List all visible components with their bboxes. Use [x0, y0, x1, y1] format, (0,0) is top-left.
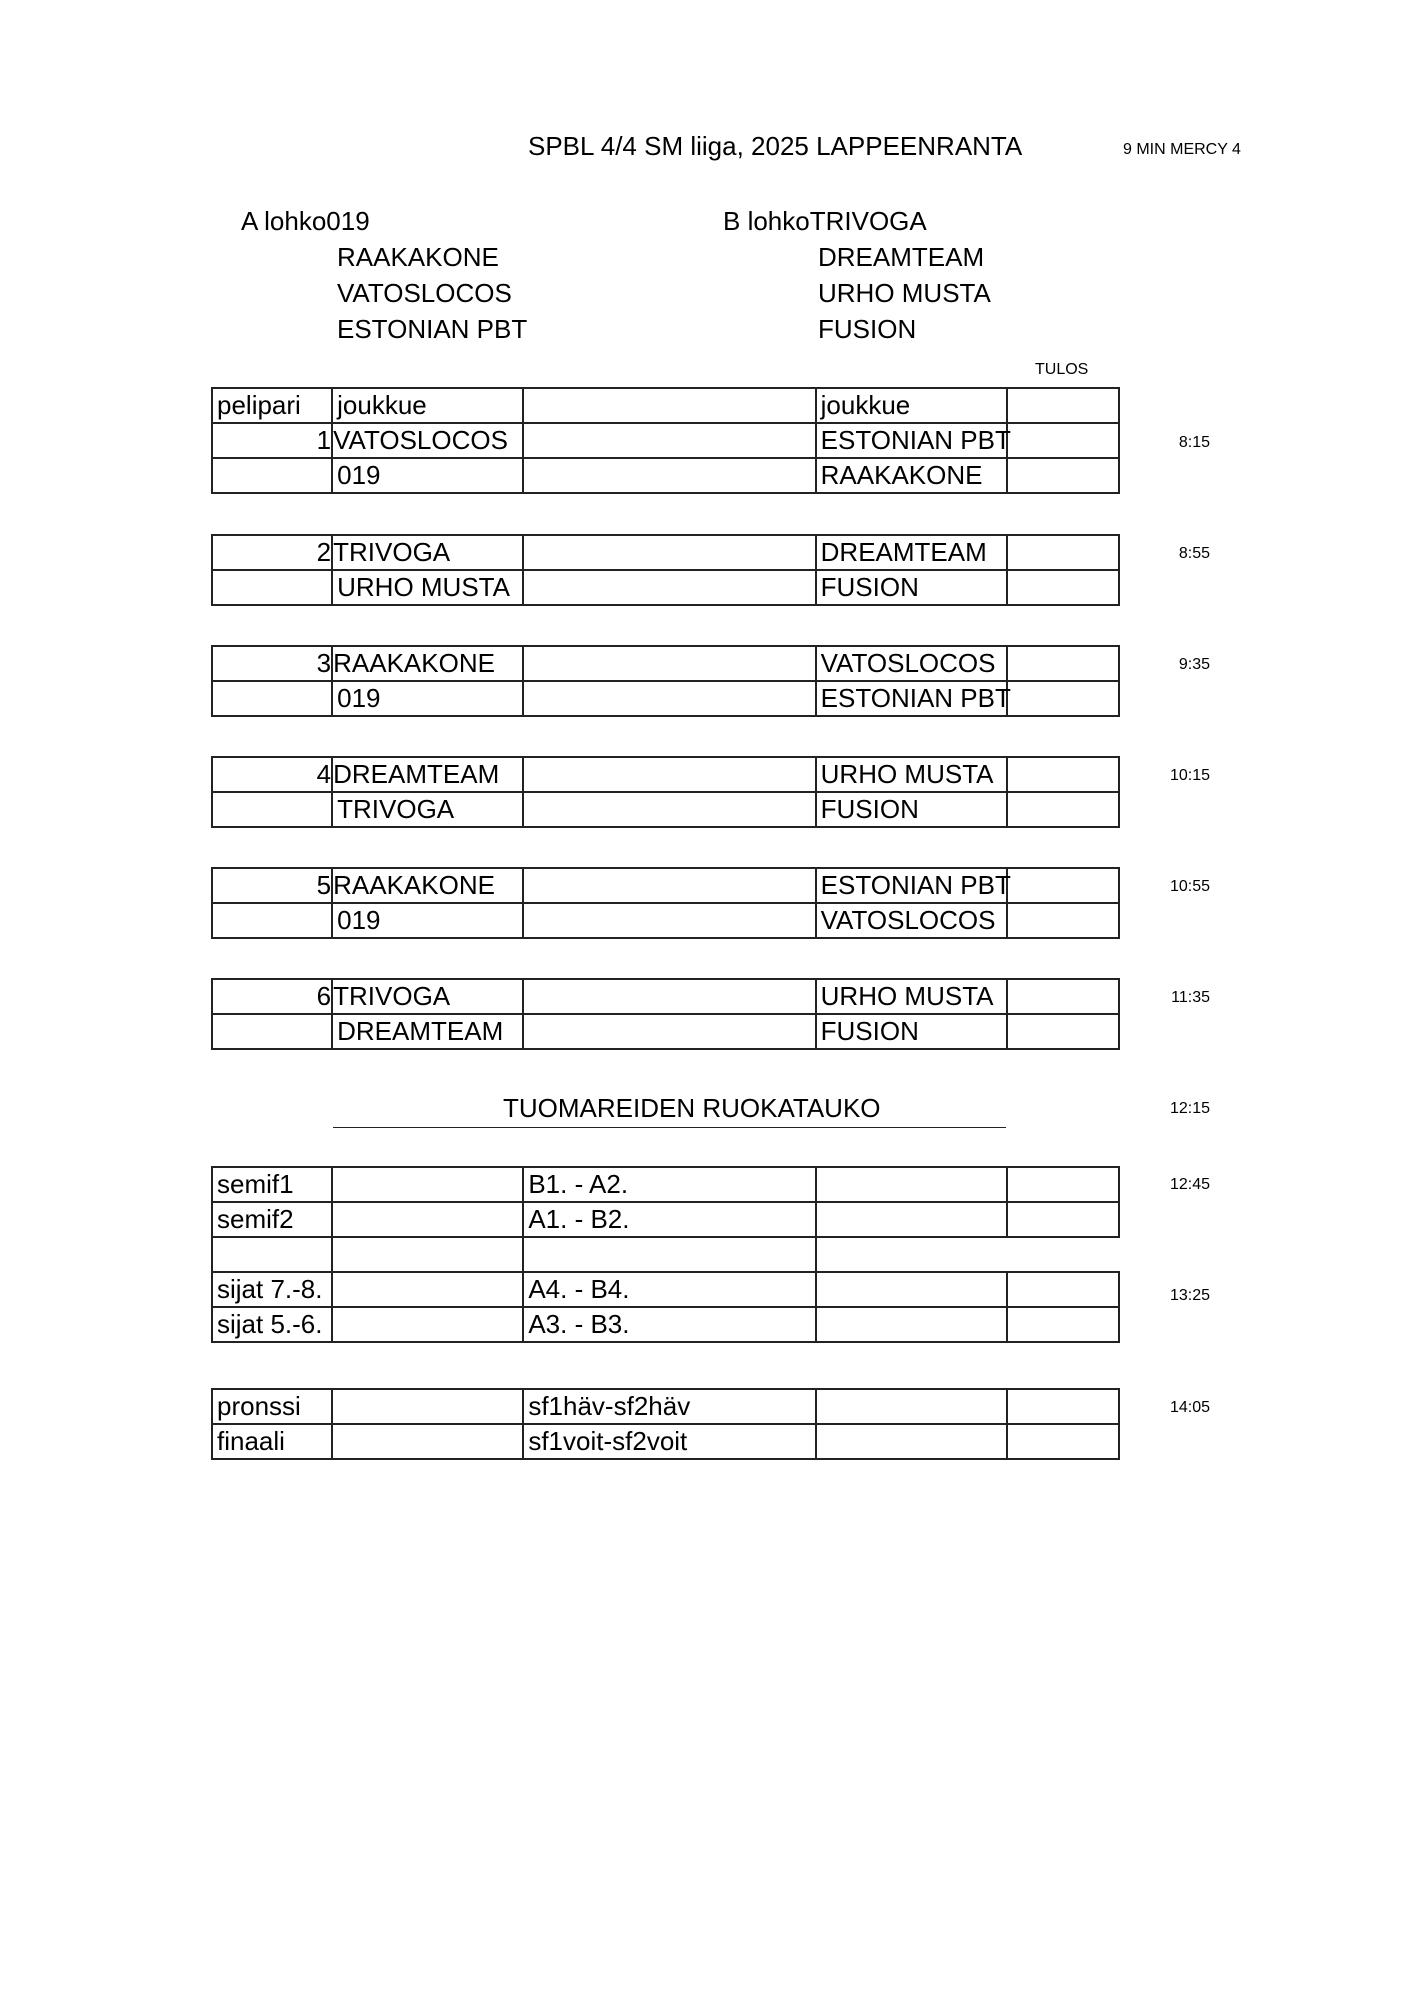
- table-header-row: [212, 388, 1119, 423]
- result-cell[interactable]: [1007, 1424, 1119, 1459]
- spacer-row: [212, 1237, 1119, 1272]
- result-cell[interactable]: [1007, 979, 1119, 1014]
- away-team: URHO MUSTA: [816, 757, 1007, 792]
- finals-time: 14:05: [1169, 1399, 1210, 1416]
- table-row: [212, 1014, 1119, 1049]
- round-table-4: [211, 756, 1120, 828]
- group-a-team: VATOSLOCOS: [337, 278, 512, 308]
- table-row: [212, 1389, 1119, 1424]
- playoff-table: [211, 1166, 1120, 1343]
- home-team: URHO MUSTA: [332, 570, 523, 605]
- result-cell[interactable]: [1007, 681, 1119, 716]
- header-pair: pelipari: [212, 388, 332, 423]
- finals-table: [211, 1388, 1120, 1460]
- divider: [333, 1127, 1006, 1128]
- home-team: TRIVOGA: [332, 979, 523, 1014]
- table-row: [212, 1307, 1119, 1342]
- group-b-team: DREAMTEAM: [818, 242, 985, 272]
- round-number: 4: [212, 757, 332, 792]
- home-team: RAAKAKONE: [332, 646, 523, 681]
- result-cell[interactable]: [1007, 1202, 1119, 1237]
- round-time: 9:35: [1178, 656, 1210, 673]
- home-team: RAAKAKONE: [332, 868, 523, 903]
- result-cell[interactable]: [1007, 1167, 1119, 1202]
- round-table-3: [211, 645, 1120, 717]
- away-team: FUSION: [816, 792, 1007, 827]
- round-table-6: [211, 978, 1120, 1050]
- round-time: 8:55: [1178, 545, 1210, 562]
- matchup: sf1häv-sf2häv: [523, 1389, 815, 1424]
- home-team: TRIVOGA: [332, 535, 523, 570]
- group-b-team: FUSION: [818, 314, 917, 344]
- away-team: DREAMTEAM: [816, 535, 1007, 570]
- table-row: [212, 458, 1119, 493]
- away-team: URHO MUSTA: [816, 979, 1007, 1014]
- home-team: DREAMTEAM: [332, 1014, 523, 1049]
- table-row: [212, 1272, 1119, 1307]
- home-team: TRIVOGA: [332, 792, 523, 827]
- result-cell[interactable]: [1007, 458, 1119, 493]
- group-a-label: A lohko019: [241, 206, 370, 236]
- result-cell[interactable]: [1007, 1307, 1119, 1342]
- away-team: ESTONIAN PBT: [816, 868, 1007, 903]
- group-a-team: ESTONIAN PBT: [337, 314, 528, 344]
- table-row: [212, 1167, 1119, 1202]
- result-cell[interactable]: [1007, 535, 1119, 570]
- round-number: 1: [212, 423, 332, 458]
- matchup: A3. - B3.: [523, 1307, 815, 1342]
- round-table-5: [211, 867, 1120, 939]
- round-table-1: [211, 387, 1120, 494]
- result-cell[interactable]: [1007, 757, 1119, 792]
- away-team: FUSION: [816, 1014, 1007, 1049]
- match-label: finaali: [212, 1424, 332, 1459]
- away-team: VATOSLOCOS: [816, 646, 1007, 681]
- away-team: RAAKAKONE: [816, 458, 1007, 493]
- matchup: B1. - A2.: [523, 1167, 815, 1202]
- result-cell[interactable]: [1007, 1389, 1119, 1424]
- result-column-label: TULOS: [1035, 361, 1089, 378]
- lunch-time: 12:15: [1169, 1100, 1210, 1117]
- round-time: 8:15: [1178, 434, 1210, 451]
- result-cell[interactable]: [1007, 792, 1119, 827]
- matchup: sf1voit-sf2voit: [523, 1424, 815, 1459]
- home-team: DREAMTEAM: [332, 757, 523, 792]
- table-row: [212, 646, 1119, 681]
- round-time: 10:55: [1169, 878, 1210, 895]
- result-cell[interactable]: [1007, 1272, 1119, 1307]
- round-time: 10:15: [1169, 767, 1210, 784]
- table-row: [212, 757, 1119, 792]
- header-team1: joukkue: [332, 388, 523, 423]
- page-title: SPBL 4/4 SM liiga, 2025 LAPPEENRANTA: [528, 131, 1023, 161]
- away-team: ESTONIAN PBT: [816, 423, 1007, 458]
- round-table-2: [211, 534, 1120, 606]
- home-team: 019: [332, 681, 523, 716]
- result-cell[interactable]: [1007, 868, 1119, 903]
- header-team2: joukkue: [816, 388, 1007, 423]
- round-number: 5: [212, 868, 332, 903]
- semis-time: 12:45: [1169, 1176, 1210, 1193]
- table-row: [212, 1424, 1119, 1459]
- matchup: A4. - B4.: [523, 1272, 815, 1307]
- match-label: sijat 7.-8.: [212, 1272, 332, 1307]
- table-row: [212, 535, 1119, 570]
- group-b-team: URHO MUSTA: [818, 278, 991, 308]
- home-team: VATOSLOCOS: [332, 423, 523, 458]
- match-label: semif1: [212, 1167, 332, 1202]
- match-label: sijat 5.-6.: [212, 1307, 332, 1342]
- result-cell[interactable]: [1007, 646, 1119, 681]
- result-cell[interactable]: [1007, 1014, 1119, 1049]
- match-label: semif2: [212, 1202, 332, 1237]
- table-row: [212, 570, 1119, 605]
- round-number: 2: [212, 535, 332, 570]
- round-time: 11:35: [1171, 989, 1210, 1006]
- table-row: [212, 792, 1119, 827]
- round-number: 3: [212, 646, 332, 681]
- result-cell[interactable]: [1007, 570, 1119, 605]
- table-row: [212, 903, 1119, 938]
- home-team: 019: [332, 458, 523, 493]
- away-team: VATOSLOCOS: [816, 903, 1007, 938]
- round-number: 6: [212, 979, 332, 1014]
- table-row: [212, 681, 1119, 716]
- match-label: pronssi: [212, 1389, 332, 1424]
- lunch-break-label: TUOMAREIDEN RUOKATAUKO: [503, 1093, 881, 1123]
- places-time: 13:25: [1169, 1287, 1210, 1304]
- home-team: 019: [332, 903, 523, 938]
- matchup: A1. - B2.: [523, 1202, 815, 1237]
- group-b-label: B lohkoTRIVOGA: [723, 206, 927, 236]
- away-team: ESTONIAN PBT: [816, 681, 1007, 716]
- table-row: [212, 979, 1119, 1014]
- away-team: FUSION: [816, 570, 1007, 605]
- group-a-team: RAAKAKONE: [337, 242, 499, 272]
- result-cell[interactable]: [1007, 423, 1119, 458]
- table-row: [212, 1202, 1119, 1237]
- result-cell[interactable]: [1007, 903, 1119, 938]
- mercy-rule-note: 9 MIN MERCY 4: [1123, 141, 1241, 158]
- table-row: [212, 423, 1119, 458]
- table-row: [212, 868, 1119, 903]
